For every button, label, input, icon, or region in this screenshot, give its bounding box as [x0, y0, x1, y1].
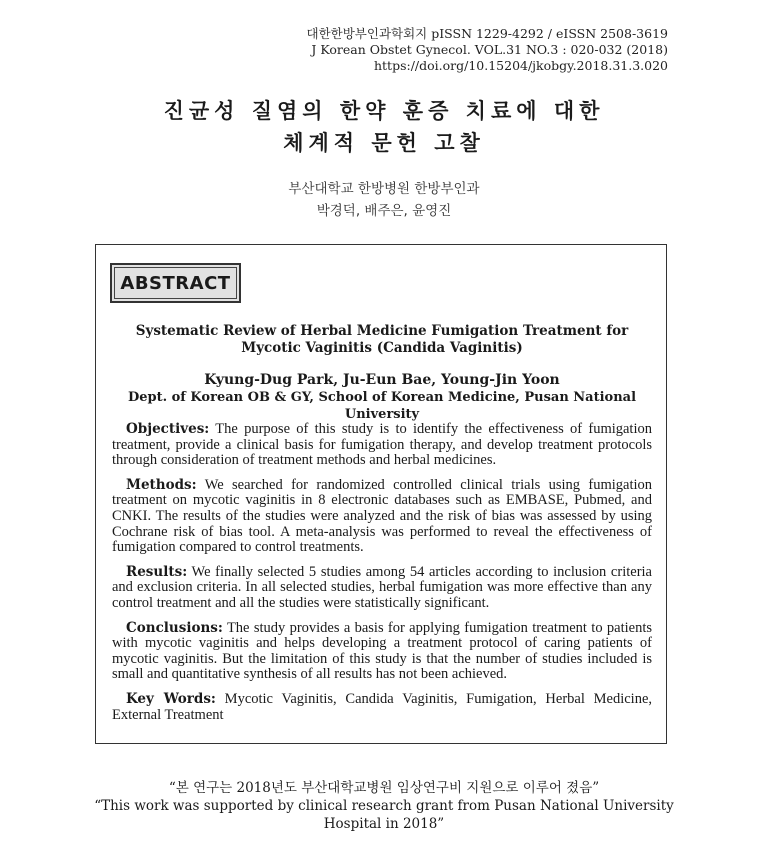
abstract-label [110, 263, 241, 303]
abstract-sections [112, 422, 652, 732]
section-text: The purpose of this study is to identify the effectiveness of fumigation treatment, provide a clinical basis for fumigation therapy, and develop treatment protocols through consideration of treatment methods and herbal medicines. [112, 421, 652, 469]
funding-note [0, 779, 768, 833]
abstract-label-text: ABSTRACT [120, 272, 231, 294]
funding-korean: “본 연구는 2018년도 부산대학교병원 임상연구비 지원으로 이루어 졌음” [168, 780, 600, 796]
section-heading: Methods: [126, 476, 197, 493]
section-conclusions [112, 621, 652, 683]
section-methods [112, 478, 652, 556]
section-results [112, 565, 652, 612]
section-objectives [112, 422, 652, 469]
section-text: The study provides a basis for applying fumigation treatment to patients with mycotic vaginitis and helps developing a treatment protocol of caring patients of mycotic vaginitis. But the limitation of this study is that the number of studies included is small and quantitative synthesis of all results has not been achieved. [112, 619, 652, 683]
journal-doi[interactable]: https://doi.org/10.15204/jkobgy.2018.31.3.020 [373, 58, 668, 73]
english-authors-block [96, 372, 668, 423]
section-heading: Conclusions: [126, 619, 223, 636]
english-title [96, 323, 668, 357]
abstract-box [95, 244, 667, 744]
funding-english-line1: “This work was supported by clinical research grant from Pusan National University [94, 798, 674, 814]
funding-english-line2: Hospital in 2018” [323, 816, 445, 832]
korean-title-line1: 진균성 질염의 한약 훈증 치료에 대한 [163, 98, 605, 123]
journal-info [307, 26, 669, 74]
section-heading: Results: [126, 563, 188, 580]
korean-affiliation-block [0, 178, 768, 222]
korean-title-line2: 체계적 문헌 고찰 [283, 130, 485, 155]
english-title-line2: Mycotic Vaginitis (Candida Vaginitis) [241, 340, 523, 356]
english-title-line1: Systematic Review of Herbal Medicine Fumigation Treatment for [135, 323, 629, 339]
section-keywords [112, 692, 652, 723]
korean-authors: 박경덕, 배주은, 윤영진 [316, 203, 452, 219]
journal-issn: 대한한방부인과학회지 pISSN 1229-4292 / eISSN 2508-3619 [306, 26, 668, 41]
korean-affiliation: 부산대학교 한방병원 한방부인과 [288, 181, 480, 197]
english-authors: Kyung-Dug Park, Ju-Eun Bae, Young-Jin Yoon [204, 372, 560, 388]
section-text: We searched for randomized controlled clinical trials using fumigation treatment on mycotic vaginitis in 8 electronic databases such as EMBASE, Pubmed, and CNKI. The results of the studies were analyzed and the risk of bias was assessed by using Cochrane risk of bias tool. A meta-analysis was performed to reveal the effectiveness of fumigation compared to control treatments. [112, 476, 652, 556]
section-heading: Key Words: [126, 690, 216, 707]
korean-title [0, 95, 768, 159]
section-heading: Objectives: [126, 421, 210, 437]
section-text: Mycotic Vaginitis, Candida Vaginitis, Fumigation, Herbal Medicine, External Treatment [112, 690, 653, 723]
english-department: Dept. of Korean OB & GY, School of Korean Medicine, Pusan National University [127, 390, 637, 422]
journal-citation: J Korean Obstet Gynecol. VOL.31 NO.3 : 020-032 (2018) [311, 42, 668, 57]
section-text: We finally selected 5 studies among 54 articles according to inclusion criteria and exclusion criteria. In all selected studies, herbal fumigation was more effective than any control treatment and all the studies were statistically significant. [112, 563, 652, 611]
